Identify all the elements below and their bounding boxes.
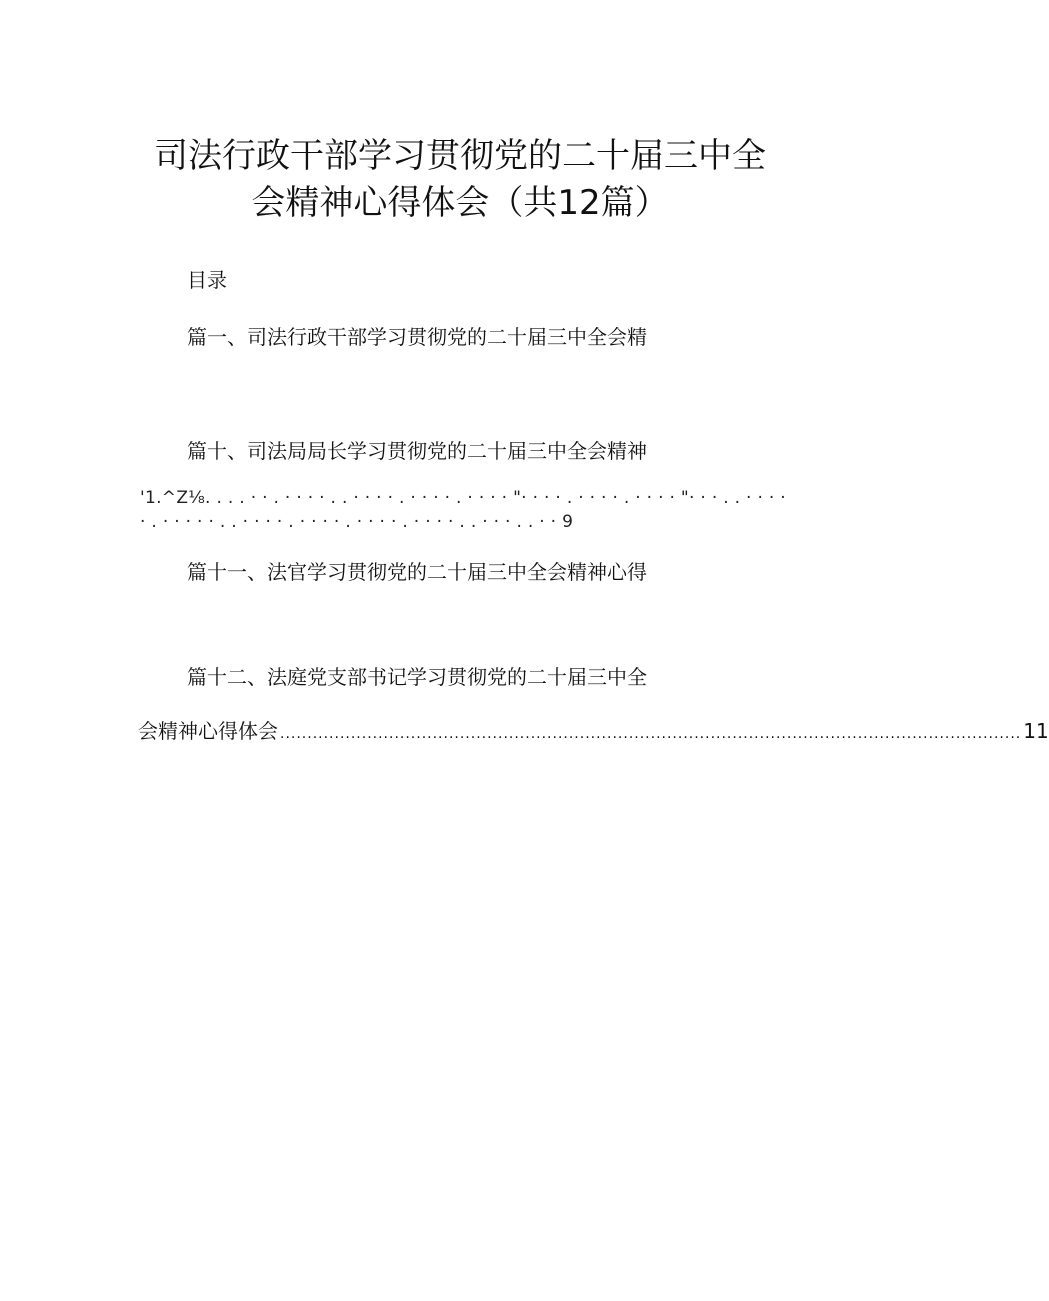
toc-entry-11[interactable]: 篇十一、法官学习贯彻党的二十届三中全会精神心得	[187, 560, 647, 584]
document-title-line-1: 司法行政干部学习贯彻党的二十届三中全	[154, 136, 766, 176]
toc-entry-12-continuation[interactable]	[138, 717, 1049, 745]
toc-heading: 目录	[187, 268, 227, 292]
document-title-line-2: 会精神心得体会（共12篇）	[251, 183, 669, 223]
toc-garbled-leader-line-1: '1.^Z⅛. . . . · · . · · · · . . · · · · . · · · · . · · · · "· · · · . · · · · . · · · · "· · · . . · · · ·	[140, 488, 786, 508]
toc-page-number: 11	[1023, 719, 1049, 743]
toc-garbled-leader-line-2: · . · · · · · . . · · · · . · · · · . · · · · . · · · · . . · · · . . · · 9	[140, 512, 574, 532]
toc-entry-10[interactable]: 篇十、司法局局长学习贯彻党的二十届三中全会精神	[187, 439, 647, 463]
toc-dot-leader: ........................................................................................................................................	[280, 726, 1022, 742]
toc-entry-1[interactable]: 篇一、司法行政干部学习贯彻党的二十届三中全会精	[187, 325, 647, 349]
toc-entry-12[interactable]: 篇十二、法庭党支部书记学习贯彻党的二十届三中全	[187, 665, 647, 689]
toc-entry-12-continuation-text: 会精神心得体会	[138, 719, 278, 743]
